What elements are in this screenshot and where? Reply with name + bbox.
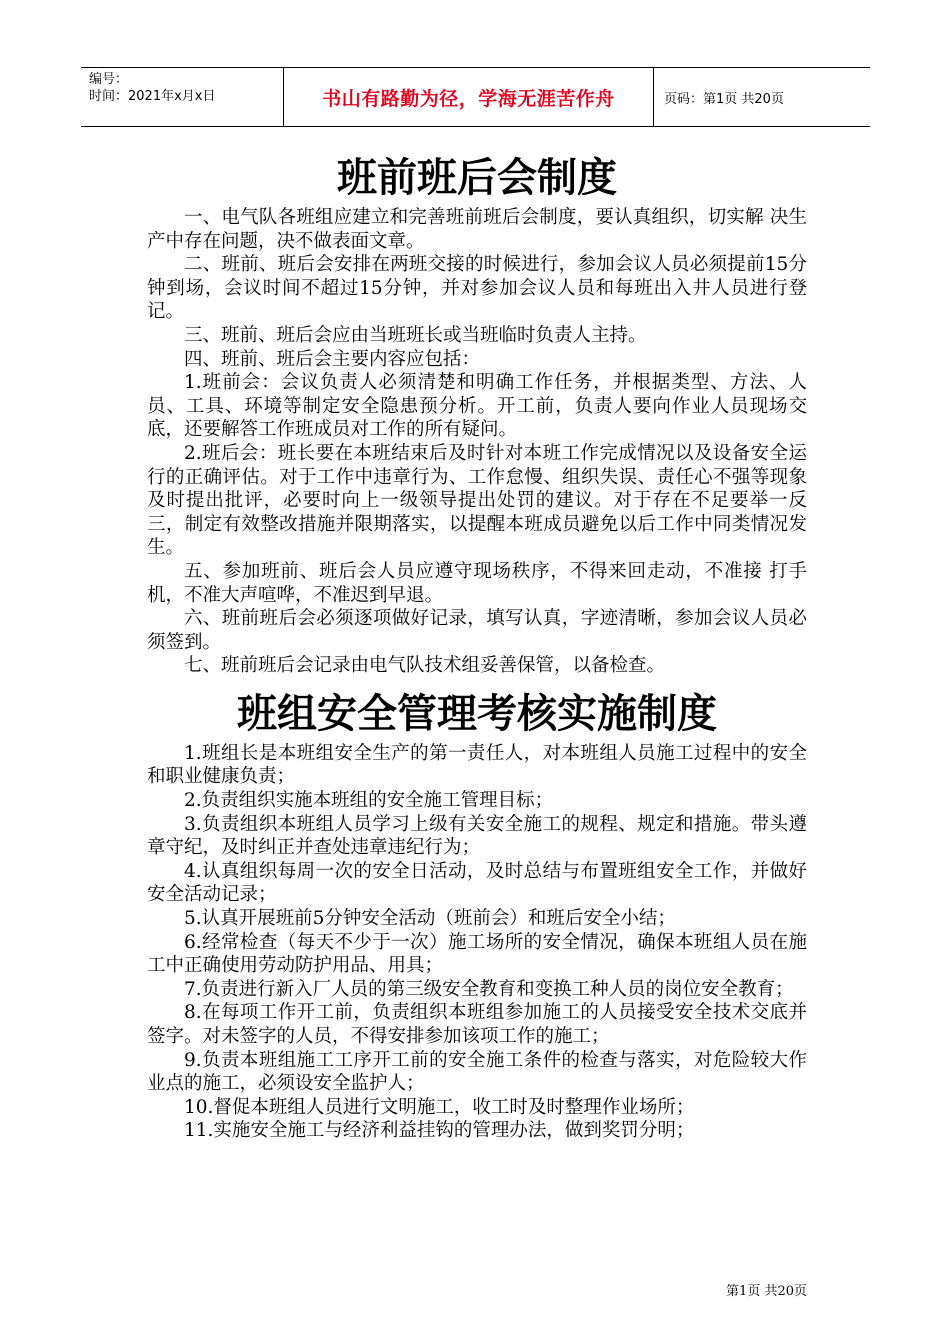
paragraph: 2.班后会：班长要在本班结束后及时针对本班工作完成情况以及设备安全运行的正确评估。对于工作中违章行为、工作怠慢、组织失误、责任心不强等现象及时提出批评，必要时向上一级领导提出处罚的建议。对于存在不足要举一反三，制定有效整改措施并限期落实，以提醒本班成员避免以后工作中同类情况发生。 [147,442,807,559]
document-time-label: 时间：2021年x月x日 [89,89,216,104]
document-body [147,150,807,1143]
paragraph: 四、班前、班后会主要内容应包括： [184,348,481,370]
section-title-team-safety-assessment: 班组安全管理考核实施制度 [237,690,717,737]
paragraph: 2.负责组织实施本班组的安全施工管理目标； [184,790,554,812]
paragraph: 9.负责本班组施工工序开工前的安全施工条件的检查与落实，对危险较大作业点的施工，必须设安全监护人； [147,1049,807,1095]
paragraph: 3.负责组织本班组人员学习上级有关安全施工的规程、规定和措施。带头遵章守纪，及时纠正并查处违章违纪行为； [147,813,807,859]
document-number-label: 编号： [89,72,129,87]
paragraph: 1.班前会：会议负责人必须清楚和明确工作任务，并根据类型、方法、人员、工具、环境等制定安全隐患预分析。开工前，负责人要向作业人员现场交底，还要解答工作班成员对工作的所有疑问。 [147,372,807,441]
paragraph: 7.负责进行新入厂人员的第三级安全教育和变换工种人员的岗位安全教育； [184,978,794,1000]
header-page-cell [654,68,870,126]
section-title-pre-post-shift-meeting: 班前班后会制度 [337,155,617,201]
paragraph: 11.实施安全施工与经济利益挂钩的管理办法，做到奖罚分明； [184,1120,695,1142]
paragraph: 8.在每项工作开工前，负责组织本班组参加施工的人员接受安全技术交底并签字。对未签字的人员，不得安排参加该项工作的施工； [147,1002,807,1047]
section-team-safety-assessment [147,742,807,1143]
paragraph: 五、参加班前、班后会人员应遵守现场秩序，不得来回走动，不准接 打手机，不准大声喧哗，不准迟到早退。 [147,560,807,606]
header-table [81,67,870,127]
section-pre-post-shift-meeting [147,206,807,678]
header-motto: 书山有路勤为径，学海无涯苦作舟 [322,87,615,110]
paragraph: 6.经常检查（每天不少于一次）施工场所的安全情况，确保本班组人员在施工中正确使用劳动防护用品、用具； [147,931,807,977]
header-motto-cell [283,68,654,126]
paragraph: 1.班组长是本班组安全生产的第一责任人，对本班组人员施工过程中的安全和职业健康负责； [147,742,807,788]
footer-page-number: 第1页 共20页 [726,1284,807,1299]
paragraph: 七、班前班后会记录由电气队技术组妥善保管，以备检查。 [184,655,666,677]
paragraph: 二、班前、班后会安排在两班交接的时候进行，参加会议人员必须提前15分钟到场，会议时间不超过15分钟，并对参加会议人员和每班出入井人员进行登记。 [147,254,807,323]
header-page-number: 页码：第1页 共20页 [664,91,784,107]
paragraph: 三、班前、班后会应由当班班长或当班临时负责人主持。 [184,324,647,346]
header-info-cell [81,68,283,126]
paragraph: 10.督促本班组人员进行文明施工，收工时及时整理作业场所； [184,1096,695,1118]
paragraph: 4.认真组织每周一次的安全日活动，及时总结与布置班组安全工作，并做好安全活动记录； [147,860,807,906]
paragraph: 六、班前班后会必须逐项做好记录，填写认真，字迹清晰，参加会议人员必须签到。 [147,608,807,653]
paragraph: 一、电气队各班组应建立和完善班前班后会制度，要认真组织，切实解 决生产中存在问题，决不做表面文章。 [147,207,807,252]
paragraph: 5.认真开展班前5分钟安全活动（班前会）和班后安全小结； [184,908,676,930]
